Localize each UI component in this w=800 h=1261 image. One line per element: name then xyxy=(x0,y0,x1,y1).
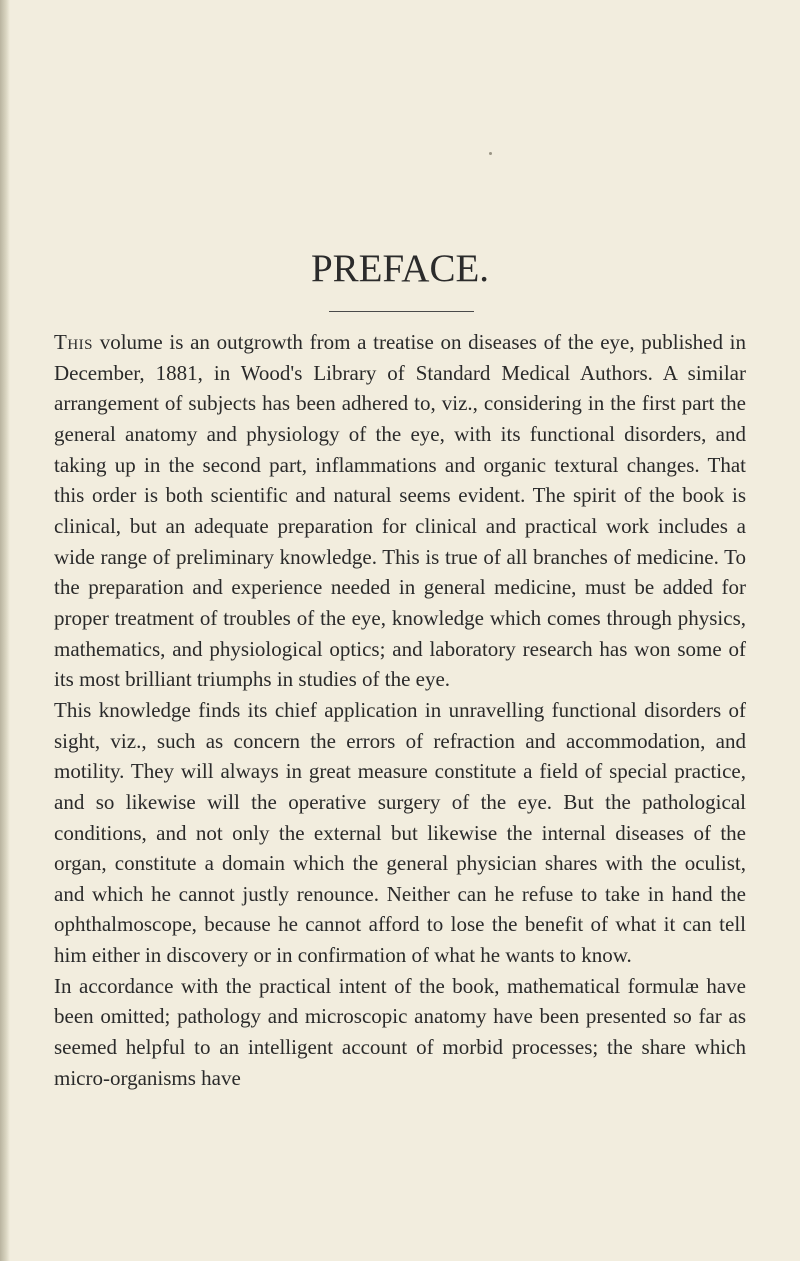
paragraph-3 xyxy=(54,971,746,1094)
page-mark xyxy=(489,152,492,155)
paragraph-1-lead: This xyxy=(54,330,93,354)
paragraph-2-text: This knowledge finds its chief application in unravelling functional disorders of sight, viz., such as concern the errors of refraction and accommodation, and motility. They will always in great measure constitute a field of special practice, and so likewise will the operative surgery of the eye. But the pathological conditions, and not only the external but likewise the internal diseases of the organ, constitute a domain which the general physician shares with the oculist, and which he cannot justly renounce. Neither can he refuse to take in hand the ophthalmoscope, because he cannot afford to lose the benefit of what it can tell him either in discovery or in confirmation of what he wants to know. xyxy=(54,697,746,968)
paragraph-3-text: In accordance with the practical intent of the book, mathematical formulæ have been omitted; pathology and microscopic anatomy have been presented so far as seemed helpful to an intelligent account of morbid processes; the share which micro-organisms have xyxy=(54,973,746,1090)
page-title: PREFACE. xyxy=(310,247,490,290)
paragraph-1-text: volume is an outgrowth from a treatise on diseases of the eye, published in December, 1881, in Wood's Library of Standard Medical Authors. A similar arrangement of subjects has been adhered to, viz., considering in the first part the general anatomy and physiology of the eye, with its functional disorders, and taking up in the second part, inflammations and organic textural changes. That this order is both scientific and natural seems evident. The spirit of the book is clinical, but an adequate preparation for clinical and practical work includes a wide range of preliminary knowledge. This is true of all branches of medicine. To the preparation and experience needed in general medicine, must be added for proper treatment of troubles of the eye, knowledge which comes through physics, mathematics, and physiological optics; and laboratory research has won some of its most brilliant triumphs in studies of the eye. xyxy=(54,330,746,692)
paragraph-1 xyxy=(54,327,746,695)
preface-body xyxy=(54,327,746,1093)
paragraph-2 xyxy=(54,695,746,971)
title-rule xyxy=(329,311,474,312)
binding-edge xyxy=(0,0,10,1261)
